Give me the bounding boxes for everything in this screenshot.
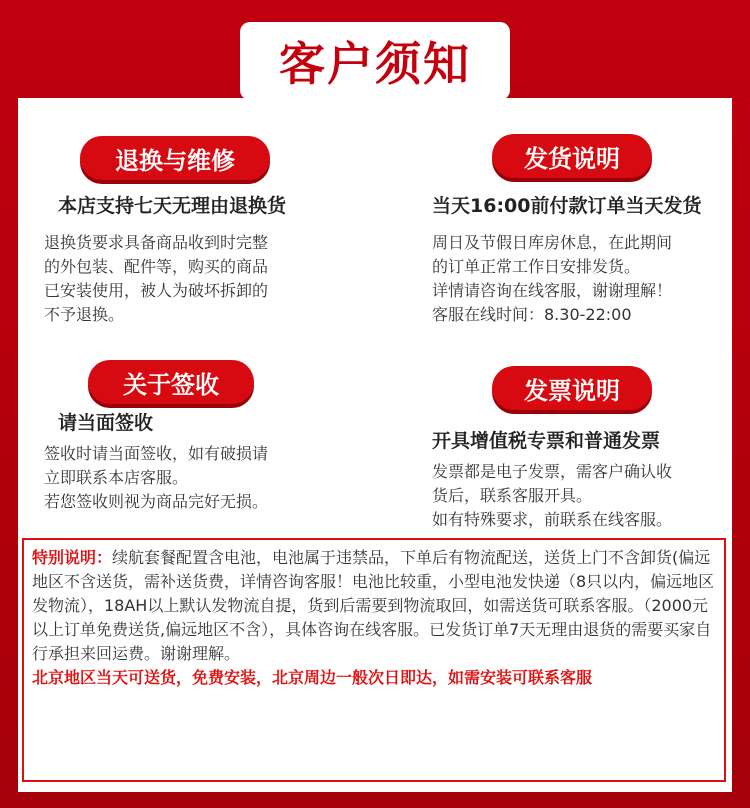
shipping-line: 客服在线时间：8.30-22:00	[432, 305, 632, 324]
signing-line: 立即联系本店客服。	[44, 468, 189, 487]
invoice-line: 发票都是电子发票，需客户确认收	[432, 462, 673, 481]
shipping-body	[432, 231, 732, 327]
signing-body	[44, 442, 354, 514]
invoice-line: 货后，联系客服开具。	[432, 486, 593, 505]
returns-line: 的外包装、配件等，购买的商品	[44, 257, 269, 276]
returns-body	[44, 231, 354, 327]
shipping-line: 的订单正常工作日安排发货。	[432, 257, 641, 276]
invoice-pill: 发票说明	[492, 366, 652, 410]
invoice-line: 如有特殊要求，前联系在线客服。	[432, 510, 673, 529]
returns-line: 不予退换。	[44, 305, 125, 324]
returns-line: 退换货要求具备商品收到时完整	[44, 233, 269, 252]
shipping-line: 周日及节假日库房休息，在此期间	[432, 233, 673, 252]
beijing-delivery-note: 北京地区当天可送货，免费安装，北京周边一般次日即达，如需安装可联系客服	[32, 668, 593, 687]
shipping-pill: 发货说明	[492, 134, 652, 178]
shipping-line: 详情请咨询在线客服，谢谢理解！	[432, 281, 673, 300]
returns-subhead: 本店支持七天无理由退换货	[58, 195, 287, 217]
shipping-subhead: 当天16:00前付款订单当天发货	[432, 195, 702, 217]
special-notice-text: 续航套餐配置含电池，电池属于违禁品，下单后有物流配送，送货上门不含卸货(偏远地区不含送货，需补送货费，详情咨询客服！电池比较重，小型电池发快递（8只以内，偏远地区发物流），18AH以上默认发物流自提，货到后需要到物流取回，如需送货可联系客服。（2000元以上订单免费送货,偏远地区不含），具体咨询在线客服。已发货订单7天无理由退货的需要买家自行承担来回运费。谢谢理解。	[32, 548, 715, 663]
signing-pill: 关于签收	[88, 360, 254, 404]
content-panel	[18, 98, 732, 792]
signing-subhead: 请当面签收	[58, 412, 154, 434]
signing-line: 签收时请当面签收，如有破损请	[44, 444, 269, 463]
page-title: 客户须知	[279, 37, 471, 91]
special-notice-label: 特别说明：	[32, 548, 113, 567]
signing-line: 若您签收则视为商品完好无损。	[44, 492, 269, 511]
title-banner	[240, 22, 510, 100]
special-notice-box	[22, 538, 726, 782]
returns-pill: 退换与维修	[80, 136, 270, 180]
invoice-body	[432, 460, 732, 532]
invoice-subhead: 开具增值税专票和普通发票	[432, 430, 661, 452]
returns-line: 已安装使用，被人为破坏拆卸的	[44, 281, 269, 300]
